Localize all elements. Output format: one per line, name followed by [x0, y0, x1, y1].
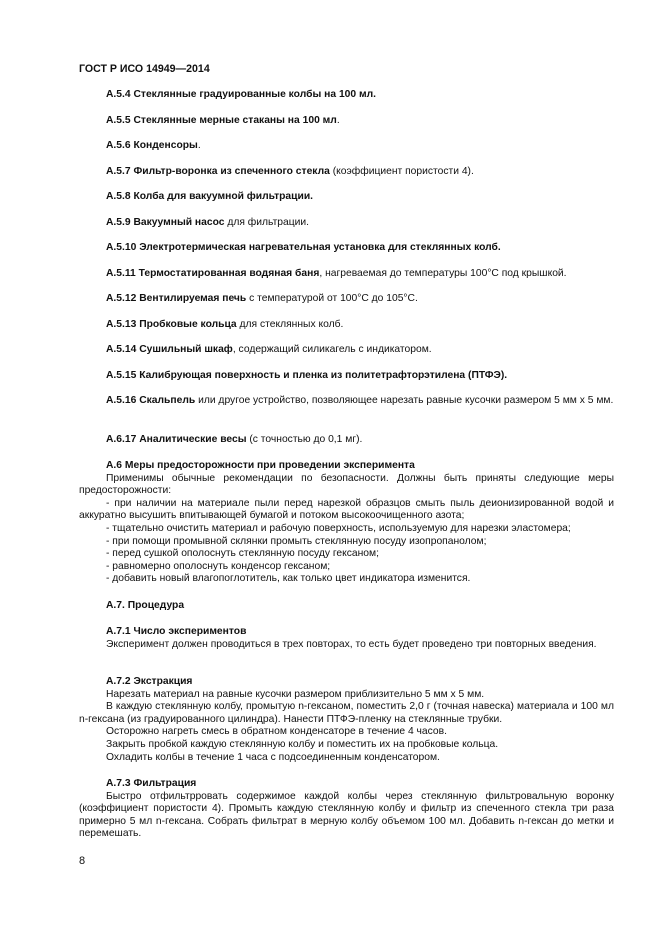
item-a5-13: [79, 319, 614, 332]
section-heading: А.7. Процедура: [106, 600, 185, 611]
item-label: А.5.8 Колба для вакуумной фильтрации.: [106, 191, 314, 202]
section-a7-heading: [79, 600, 614, 613]
item-label: А.6.17 Аналитические весы: [106, 434, 247, 445]
subsection-line: Нарезать материал на равные кусочки размером приблизительно 5 мм х 5 мм.: [106, 688, 485, 700]
item-label: А.5.13 Пробковые кольца: [106, 319, 237, 330]
item-a5-7: [79, 166, 614, 179]
item-text: , нагреваемая до температуры 100°С под крышкой.: [319, 268, 567, 279]
subsection-line: Закрыть пробкой каждую стеклянную колбу и поместить их на пробковые кольца.: [106, 738, 499, 750]
item-label: А.5.15 Калибрующая поверхность и пленка из политетрафторэтилена (ПТФЭ).: [106, 370, 508, 381]
subsection-text: Быстро отфильтрровать содержимое каждой колбы через стеклянную фильтровальную воронку (коэффициент пористости 4). Промыть каждую стеклянную колбу и фильтр из спеченного стекла три раза примерно 5 мл n-гексана. Собрать фильтрат в мерную колбу объемом 100 мл. Добавить n-гексан до метки и перемешать.: [79, 790, 614, 840]
document-header: ГОСТ Р ИСО 14949—2014: [79, 63, 210, 75]
item-label: А.5.7 Фильтр-воронка из спеченного стекла: [106, 166, 330, 177]
page-number: 8: [79, 855, 86, 867]
subsection-heading: А.7.1 Число экспериментов: [106, 626, 247, 637]
item-a5-12: [79, 293, 614, 306]
bullet-item: - перед сушкой ополоснуть стеклянную посуду гексаном;: [106, 548, 379, 560]
bullet-item: - добавить новый влагопоглотитель, как только цвет индикатора изменится.: [106, 573, 471, 585]
item-label: А.5.12 Вентилируемая печь: [106, 293, 247, 304]
section-a7-1: [79, 626, 614, 651]
item-a5-8: [79, 191, 614, 204]
item-label: А.5.14 Сушильный шкаф: [106, 344, 233, 355]
item-label: А.5.5 Стеклянные мерные стаканы на 100 мл: [106, 115, 337, 126]
bullet-item: - при помощи промывной склянки промыть стеклянную посуду изопропанолом;: [106, 535, 487, 547]
subsection-text: Эксперимент должен проводиться в трех повторах, то есть будет проведено три повторных введения.: [106, 638, 597, 650]
subsection-line: Охладить колбы в течение 1 часа с подсоединенным конденсатором.: [106, 751, 440, 763]
item-text: для фильтрации.: [224, 217, 310, 228]
item-a5-6: [79, 140, 614, 153]
item-text: (коэффициент пористости 4).: [329, 166, 474, 177]
section-heading: А.6 Меры предосторожности при проведении эксперимента: [106, 460, 415, 471]
section-a7-3: [79, 778, 614, 841]
bullet-item: - тщательно очистить материал и рабочую поверхность, используемую для нарезки эластомера;: [106, 522, 571, 534]
section-a6: [79, 460, 614, 586]
item-a5-5: [79, 115, 614, 128]
item-a5-10: [79, 242, 614, 255]
bullet-item: - равномерно ополоснуть конденсор гексаном;: [106, 560, 331, 572]
item-a5-4: [79, 89, 614, 102]
item-a6-17: [79, 434, 614, 447]
item-label: А.5.16 Скальпель: [106, 395, 196, 406]
item-a5-15: [79, 370, 614, 383]
item-a5-16: [79, 395, 614, 408]
item-label: А.5.10 Электротермическая нагревательная установка для стеклянных колб.: [106, 242, 501, 253]
item-a5-9: [79, 217, 614, 230]
item-a5-14: [79, 344, 614, 357]
bullet-item: - при наличии на материале пыли перед нарезкой образцов смыть пыль деионизированной водой и аккуратно высушить впитывающей бумагой и потоком высокоочищенного азота;: [79, 497, 614, 522]
item-text: (с точностью до 0,1 мг).: [246, 434, 363, 445]
item-label: А.5.6 Конденсоры: [106, 140, 198, 151]
item-label: А.5.9 Вакуумный насос: [106, 217, 225, 228]
item-label: А.5.11 Термостатированная водяная баня: [106, 268, 320, 279]
item-text: или другое устройство, позволяющее нарезать равные кусочки размером 5 мм х 5 мм.: [195, 395, 614, 406]
item-text: с температурой от 100°С до 105°С.: [246, 293, 418, 304]
section-a7-2: [79, 676, 614, 764]
item-text: для стеклянных колб.: [236, 319, 344, 330]
item-text: .: [336, 115, 340, 126]
section-intro: Применимы обычные рекомендации по безопасности. Должны быть приняты следующие меры предосторожности:: [79, 472, 614, 497]
subsection-line: Осторожно нагреть смесь в обратном конденсаторе в течение 4 часов.: [106, 726, 447, 738]
item-label: А.5.4 Стеклянные градуированные колбы на 100 мл.: [106, 89, 377, 100]
item-text: .: [197, 140, 201, 151]
subsection-line: В каждую стеклянную колбу, промытую n-гексаном, поместить 2,0 г (точная навеска) материала и 100 мл n-гексана (из градуированного цилиндра). Нанести ПТФЭ-пленку на стеклянные трубки.: [79, 701, 614, 725]
item-text: , содержащий силикагель с индикатором.: [232, 344, 432, 355]
subsection-heading: А.7.2 Экстракция: [106, 676, 193, 687]
subsection-heading: А.7.3 Фильтрация: [106, 778, 197, 789]
item-a5-11: [79, 268, 614, 281]
